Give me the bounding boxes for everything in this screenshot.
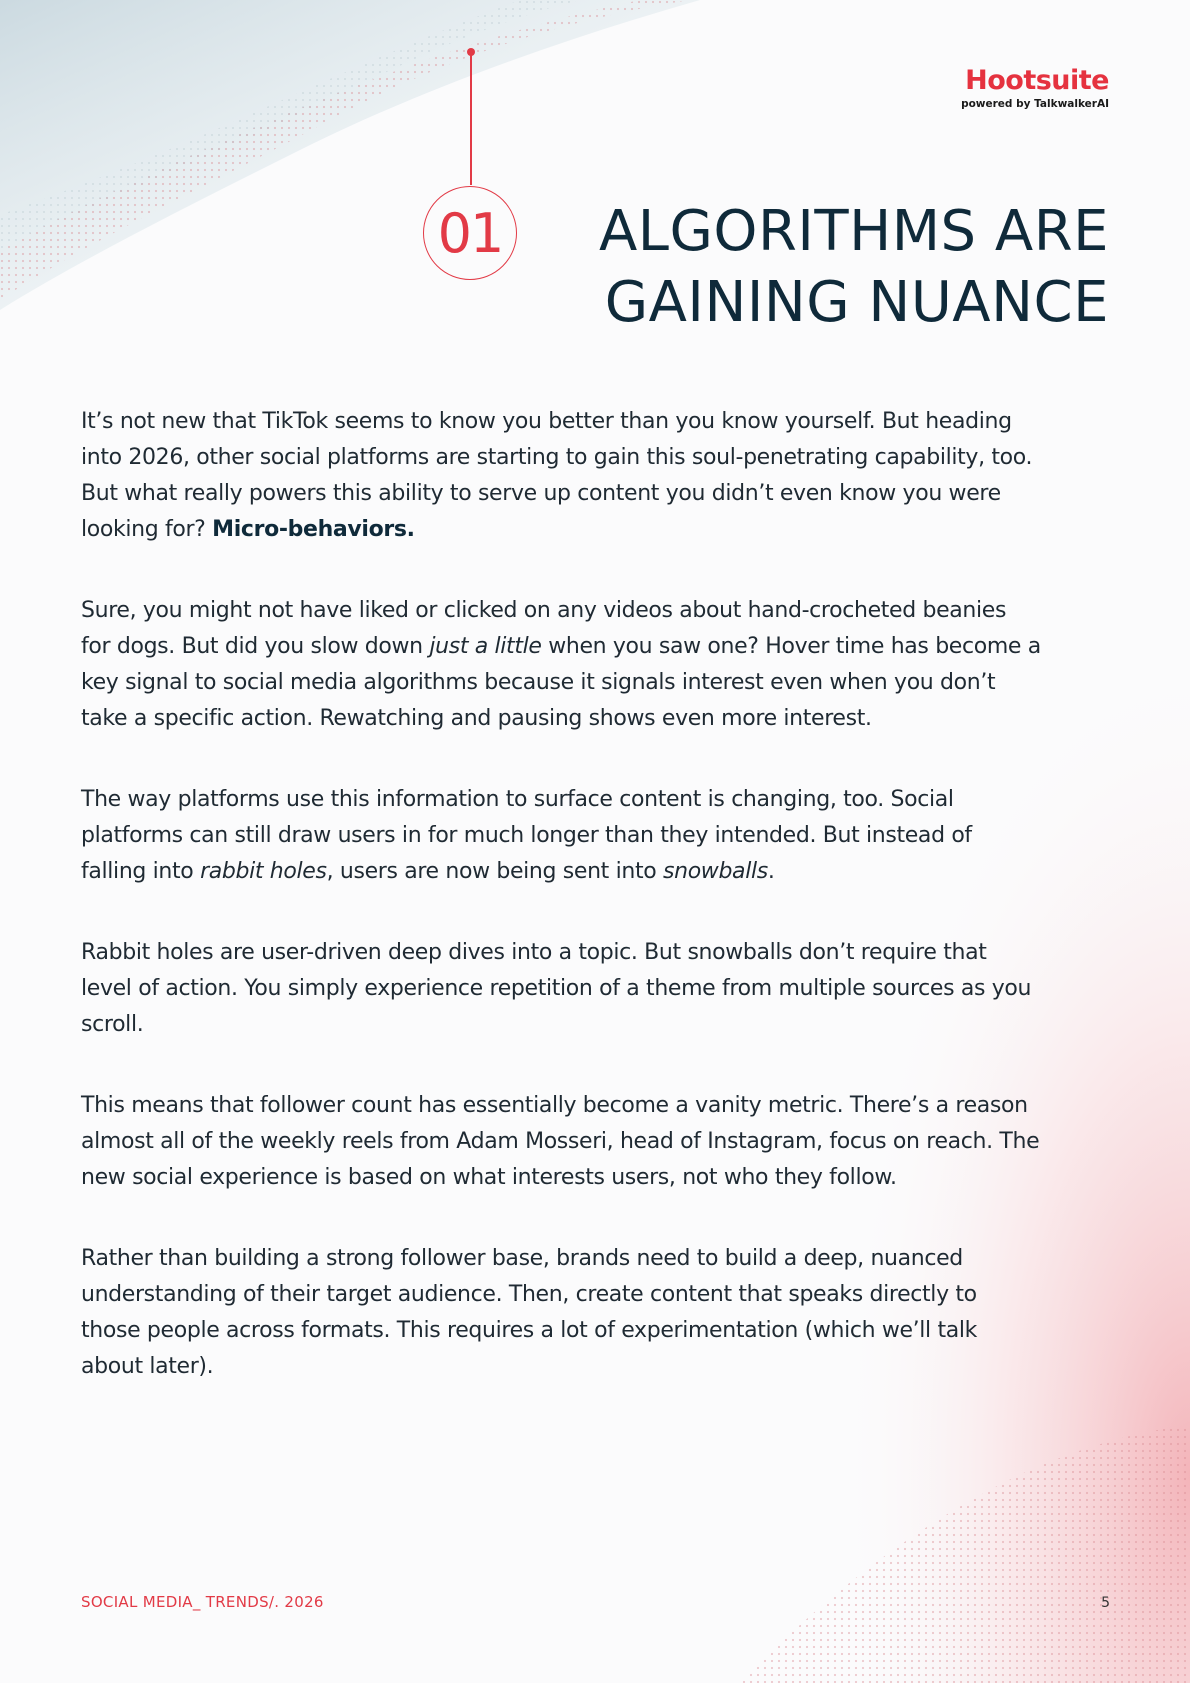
paragraph-6: Rather than building a strong follower base, brands need to build a deep, nuanced understanding of their target audience. Then, create content that speaks directly to those people across formats. This requires a lot of experimentation (which we’ll talk about later). [81, 1246, 978, 1379]
logo-tagline: powered by TalkwalkerAI [961, 98, 1109, 110]
paragraph-1 [81, 404, 1041, 548]
page-number: 5 [1101, 1595, 1110, 1611]
section-title [509, 196, 1109, 338]
article-body [81, 404, 1041, 1430]
paragraph-3-emphasis-2: snowballs [662, 859, 768, 884]
paragraph-3-text-b: , users are now being sent into [326, 859, 663, 884]
paragraph-4: Rabbit holes are user-driven deep dives into a topic. But snowballs don’t require that level of action. You simply experience repetition of a theme from multiple sources as you scroll. [81, 940, 1032, 1037]
badge-connector-line [470, 52, 472, 185]
paragraph-5: This means that follower count has essentially become a vanity metric. There’s a reason almost all of the weekly reels from Adam Mosseri, head of Instagram, focus on reach. The new social experience is based on what interests users, not who they follow. [81, 1093, 1040, 1190]
paragraph-1-bold: Micro-behaviors. [212, 517, 415, 542]
paragraph-2-text-b: when you saw one? Hover time has become a key signal to social media algorithms because it signals interest even when you don’t take a specific action. Rewatching and pausing shows even more interest. [81, 634, 1041, 731]
logo-wordmark: Hootsuite [965, 65, 1109, 96]
paragraph-2-text-a: Sure, you might not have liked or clicked on any videos about hand-crocheted beanies for dogs. But did you slow down [81, 598, 1007, 659]
paragraph-3 [81, 782, 1041, 890]
footer-report-title: SOCIAL MEDIA_ TRENDS/. 2026 [81, 1593, 324, 1611]
paragraph-3-text-a: The way platforms use this information to surface content is changing, too. Social platforms can still draw users in for much longer than they intended. But instead of falling into [81, 787, 972, 884]
paragraph-2 [81, 593, 1041, 737]
paragraph-2-emphasis: just a little [429, 634, 542, 659]
hootsuite-logo [961, 66, 1109, 111]
section-number-badge: 01 [423, 186, 517, 280]
paragraph-3-text-c: . [767, 859, 775, 884]
paragraph-3-emphasis-1: rabbit holes [200, 859, 327, 884]
paragraph-1-text: It’s not new that TikTok seems to know you better than you know yourself. But heading into 2026, other social platforms are starting to gain this soul-penetrating capability, too. But what really powers this ability to serve up content you didn’t even know you were looking for? [81, 409, 1033, 542]
section-title-line-1: ALGORITHMS ARE [599, 199, 1109, 264]
section-title-line-2: GAINING NUANCE [604, 270, 1109, 335]
